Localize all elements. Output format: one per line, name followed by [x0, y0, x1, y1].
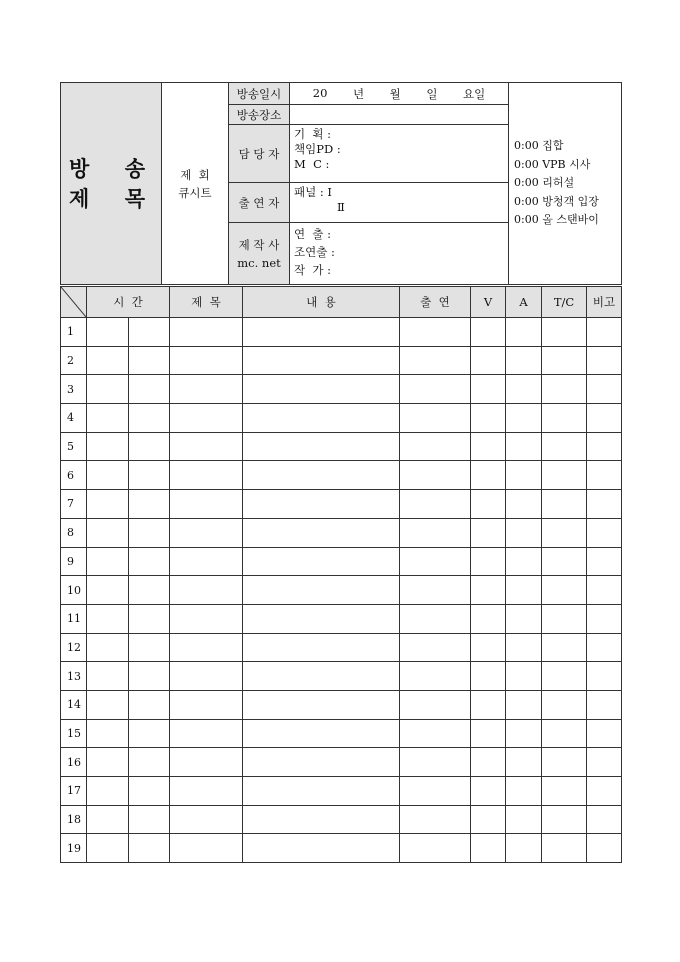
assistant-director-line: 조연출 : — [294, 245, 335, 259]
title-cell[interactable] — [170, 576, 243, 605]
program-title-cell — [61, 83, 162, 285]
audio-cell[interactable] — [506, 432, 542, 461]
cast-cell[interactable] — [400, 518, 471, 547]
timecode-cell[interactable] — [542, 690, 587, 719]
title-cell[interactable] — [170, 604, 243, 633]
producer-field[interactable] — [290, 223, 509, 285]
mc-line: M C : — [294, 157, 330, 171]
audio-cell[interactable] — [506, 805, 542, 834]
row-number: 10 — [61, 576, 87, 605]
title-cell[interactable] — [170, 346, 243, 375]
video-cell[interactable] — [471, 633, 506, 662]
content-cell[interactable] — [243, 662, 400, 691]
audio-cell[interactable] — [506, 375, 542, 404]
column-header-title: 제 목 — [170, 287, 243, 318]
start-time-cell[interactable] — [87, 404, 129, 433]
table-row — [61, 346, 622, 375]
rundown-table — [60, 286, 622, 863]
remarks-cell[interactable] — [587, 805, 622, 834]
video-cell[interactable] — [471, 604, 506, 633]
remarks-cell[interactable] — [587, 777, 622, 806]
date-year: 20 — [312, 85, 328, 100]
end-time-cell[interactable] — [129, 576, 170, 605]
panel-line-2: Ⅱ — [337, 200, 345, 214]
content-cell[interactable] — [243, 690, 400, 719]
cast-cell[interactable] — [400, 375, 471, 404]
staff-field[interactable] — [290, 125, 509, 183]
audio-cell[interactable] — [506, 834, 542, 863]
video-cell[interactable] — [471, 777, 506, 806]
row-number: 4 — [61, 404, 87, 433]
audio-cell[interactable] — [506, 576, 542, 605]
title-cell[interactable] — [170, 777, 243, 806]
start-time-cell[interactable] — [87, 461, 129, 490]
timecode-cell[interactable] — [542, 375, 587, 404]
content-cell[interactable] — [243, 404, 400, 433]
remarks-cell[interactable] — [587, 375, 622, 404]
cast-cell[interactable] — [400, 633, 471, 662]
diagonal-corner-cell — [61, 287, 87, 318]
video-cell[interactable] — [471, 432, 506, 461]
end-time-cell[interactable] — [129, 490, 170, 519]
cue-sheet-header — [60, 82, 622, 285]
table-row — [61, 490, 622, 519]
cast-cell[interactable] — [400, 805, 471, 834]
audio-cell[interactable] — [506, 547, 542, 576]
audio-cell[interactable] — [506, 662, 542, 691]
start-time-cell[interactable] — [87, 576, 129, 605]
table-row — [61, 518, 622, 547]
planning-line: 기 획 : — [294, 127, 332, 141]
video-cell[interactable] — [471, 834, 506, 863]
end-time-cell[interactable] — [129, 690, 170, 719]
timecode-cell[interactable] — [542, 633, 587, 662]
title-cell[interactable] — [170, 432, 243, 461]
title-cell[interactable] — [170, 518, 243, 547]
schedule-item: 0:00 올 스탠바이 — [514, 213, 599, 227]
schedule-item: 0:00 리허설 — [514, 176, 575, 190]
audio-cell[interactable] — [506, 318, 542, 347]
row-number: 5 — [61, 432, 87, 461]
cast-cell[interactable] — [400, 404, 471, 433]
producer-label-line2: mc. net — [237, 255, 281, 270]
content-cell[interactable] — [243, 518, 400, 547]
row-number: 17 — [61, 777, 87, 806]
schedule-item: 0:00 방청객 입장 — [514, 194, 599, 208]
remarks-cell[interactable] — [587, 633, 622, 662]
remarks-cell[interactable] — [587, 461, 622, 490]
end-time-cell[interactable] — [129, 432, 170, 461]
title-char: 목 — [124, 185, 145, 211]
timecode-cell[interactable] — [542, 748, 587, 777]
table-row — [61, 633, 622, 662]
episode-label: 제 회 — [180, 167, 210, 182]
table-row — [61, 461, 622, 490]
remarks-cell[interactable] — [587, 834, 622, 863]
video-cell[interactable] — [471, 404, 506, 433]
date-year-unit: 년 — [352, 86, 365, 101]
remarks-cell[interactable] — [587, 576, 622, 605]
row-number: 12 — [61, 633, 87, 662]
timecode-cell[interactable] — [542, 346, 587, 375]
cast-cell[interactable] — [400, 748, 471, 777]
end-time-cell[interactable] — [129, 604, 170, 633]
date-day-unit: 일 — [426, 86, 438, 101]
table-row — [61, 690, 622, 719]
timecode-cell[interactable] — [542, 490, 587, 519]
video-cell[interactable] — [471, 690, 506, 719]
column-header-video: V — [471, 287, 506, 318]
row-number: 11 — [61, 604, 87, 633]
schedule-item: 0:00 VPB 시사 — [514, 157, 591, 171]
column-header-audio: A — [506, 287, 542, 318]
end-time-cell[interactable] — [129, 461, 170, 490]
row-number: 6 — [61, 461, 87, 490]
title-cell[interactable] — [170, 547, 243, 576]
content-cell[interactable] — [243, 461, 400, 490]
table-row — [61, 375, 622, 404]
title-cell[interactable] — [170, 805, 243, 834]
timecode-cell[interactable] — [542, 834, 587, 863]
video-cell[interactable] — [471, 662, 506, 691]
remarks-cell[interactable] — [587, 719, 622, 748]
remarks-cell[interactable] — [587, 748, 622, 777]
cast-cell[interactable] — [400, 461, 471, 490]
end-time-cell[interactable] — [129, 375, 170, 404]
end-time-cell[interactable] — [129, 834, 170, 863]
row-number: 13 — [61, 662, 87, 691]
video-cell[interactable] — [471, 576, 506, 605]
audio-cell[interactable] — [506, 461, 542, 490]
venue-field[interactable] — [290, 105, 509, 125]
broadcast-date-field[interactable] — [290, 83, 509, 105]
remarks-cell[interactable] — [587, 432, 622, 461]
chief-pd-line: 책임PD : — [294, 142, 341, 156]
end-time-cell[interactable] — [129, 662, 170, 691]
audio-cell[interactable] — [506, 490, 542, 519]
producer-label — [229, 223, 290, 285]
content-cell[interactable] — [243, 805, 400, 834]
content-cell[interactable] — [243, 432, 400, 461]
cast-cell[interactable] — [400, 719, 471, 748]
video-cell[interactable] — [471, 461, 506, 490]
video-cell[interactable] — [471, 375, 506, 404]
end-time-cell[interactable] — [129, 404, 170, 433]
column-header-cast: 출 연 — [400, 287, 471, 318]
start-time-cell[interactable] — [87, 834, 129, 863]
column-header-remarks: 비고 — [587, 287, 622, 318]
cast-cell[interactable] — [400, 490, 471, 519]
row-number: 1 — [61, 318, 87, 347]
row-number: 19 — [61, 834, 87, 863]
remarks-cell[interactable] — [587, 547, 622, 576]
content-cell[interactable] — [243, 547, 400, 576]
table-row — [61, 748, 622, 777]
start-time-cell[interactable] — [87, 690, 129, 719]
cast-cell[interactable] — [400, 834, 471, 863]
audio-cell[interactable] — [506, 719, 542, 748]
start-time-cell[interactable] — [87, 662, 129, 691]
timecode-cell[interactable] — [542, 318, 587, 347]
table-row — [61, 805, 622, 834]
producer-label-line1: 제 작 사 — [238, 237, 280, 252]
row-number: 18 — [61, 805, 87, 834]
cue-sheet-label-cell — [162, 83, 229, 285]
cast-cell[interactable] — [400, 547, 471, 576]
row-number: 2 — [61, 346, 87, 375]
start-time-cell[interactable] — [87, 604, 129, 633]
start-time-cell[interactable] — [87, 777, 129, 806]
start-time-cell[interactable] — [87, 633, 129, 662]
timecode-cell[interactable] — [542, 461, 587, 490]
remarks-cell[interactable] — [587, 404, 622, 433]
start-time-cell[interactable] — [87, 432, 129, 461]
title-cell[interactable] — [170, 690, 243, 719]
cue-sheet-label: 큐시트 — [178, 185, 212, 200]
content-cell[interactable] — [243, 318, 400, 347]
remarks-cell[interactable] — [587, 490, 622, 519]
start-time-cell[interactable] — [87, 805, 129, 834]
video-cell[interactable] — [471, 748, 506, 777]
date-weekday-unit: 요일 — [463, 86, 486, 101]
content-cell[interactable] — [243, 777, 400, 806]
rundown-body — [61, 318, 622, 863]
video-cell[interactable] — [471, 346, 506, 375]
column-header-timecode: T/C — [542, 287, 587, 318]
content-cell[interactable] — [243, 719, 400, 748]
timecode-cell[interactable] — [542, 719, 587, 748]
writer-line: 작 가 : — [294, 263, 332, 277]
schedule-item: 0:00 집합 — [514, 139, 564, 153]
audio-cell[interactable] — [506, 690, 542, 719]
remarks-cell[interactable] — [587, 346, 622, 375]
remarks-cell[interactable] — [587, 318, 622, 347]
start-time-cell[interactable] — [87, 748, 129, 777]
video-cell[interactable] — [471, 805, 506, 834]
title-cell[interactable] — [170, 834, 243, 863]
content-cell[interactable] — [243, 834, 400, 863]
timecode-cell[interactable] — [542, 604, 587, 633]
remarks-cell[interactable] — [587, 604, 622, 633]
title-char: 방 — [69, 155, 90, 181]
table-row — [61, 777, 622, 806]
cast-cell[interactable] — [400, 690, 471, 719]
title-cell[interactable] — [170, 404, 243, 433]
start-time-cell[interactable] — [87, 547, 129, 576]
schedule-cell — [509, 83, 622, 285]
content-cell[interactable] — [243, 576, 400, 605]
end-time-cell[interactable] — [129, 777, 170, 806]
video-cell[interactable] — [471, 318, 506, 347]
audio-cell[interactable] — [506, 346, 542, 375]
title-cell[interactable] — [170, 662, 243, 691]
end-time-cell[interactable] — [129, 805, 170, 834]
end-time-cell[interactable] — [129, 547, 170, 576]
row-number: 8 — [61, 518, 87, 547]
title-cell[interactable] — [170, 375, 243, 404]
row-number: 16 — [61, 748, 87, 777]
end-time-cell[interactable] — [129, 748, 170, 777]
cast-label: 출 연 자 — [229, 183, 290, 223]
table-row — [61, 604, 622, 633]
timecode-cell[interactable] — [542, 518, 587, 547]
end-time-cell[interactable] — [129, 633, 170, 662]
cast-cell[interactable] — [400, 662, 471, 691]
column-header-content: 내 용 — [243, 287, 400, 318]
start-time-cell[interactable] — [87, 490, 129, 519]
row-number: 15 — [61, 719, 87, 748]
audio-cell[interactable] — [506, 633, 542, 662]
timecode-cell[interactable] — [542, 777, 587, 806]
table-row — [61, 547, 622, 576]
start-time-cell[interactable] — [87, 318, 129, 347]
audio-cell[interactable] — [506, 604, 542, 633]
remarks-cell[interactable] — [587, 518, 622, 547]
end-time-cell[interactable] — [129, 518, 170, 547]
timecode-cell[interactable] — [542, 404, 587, 433]
title-cell[interactable] — [170, 318, 243, 347]
table-row — [61, 662, 622, 691]
content-cell[interactable] — [243, 346, 400, 375]
table-row — [61, 318, 622, 347]
row-number: 9 — [61, 547, 87, 576]
end-time-cell[interactable] — [129, 346, 170, 375]
title-cell[interactable] — [170, 490, 243, 519]
start-time-cell[interactable] — [87, 719, 129, 748]
venue-label: 방송장소 — [229, 105, 290, 125]
cast-cell[interactable] — [400, 604, 471, 633]
panel-line-1: 패널 : Ⅰ — [294, 185, 332, 199]
content-cell[interactable] — [243, 633, 400, 662]
timecode-cell[interactable] — [542, 805, 587, 834]
start-time-cell[interactable] — [87, 375, 129, 404]
staff-label: 담 당 자 — [229, 125, 290, 183]
end-time-cell[interactable] — [129, 719, 170, 748]
table-row — [61, 404, 622, 433]
video-cell[interactable] — [471, 518, 506, 547]
table-row — [61, 432, 622, 461]
cast-cell[interactable] — [400, 777, 471, 806]
audio-cell[interactable] — [506, 748, 542, 777]
cast-cell[interactable] — [400, 432, 471, 461]
table-header-row — [61, 287, 622, 318]
start-time-cell[interactable] — [87, 518, 129, 547]
content-cell[interactable] — [243, 375, 400, 404]
timecode-cell[interactable] — [542, 576, 587, 605]
cast-cell[interactable] — [400, 346, 471, 375]
row-number: 14 — [61, 690, 87, 719]
cast-cell[interactable] — [400, 318, 471, 347]
column-header-time: 시 간 — [87, 287, 170, 318]
end-time-cell[interactable] — [129, 318, 170, 347]
timecode-cell[interactable] — [542, 662, 587, 691]
title-char: 제 — [69, 185, 90, 211]
timecode-cell[interactable] — [542, 547, 587, 576]
remarks-cell[interactable] — [587, 662, 622, 691]
row-number: 7 — [61, 490, 87, 519]
cast-field[interactable] — [290, 183, 509, 223]
content-cell[interactable] — [243, 604, 400, 633]
start-time-cell[interactable] — [87, 346, 129, 375]
cast-cell[interactable] — [400, 576, 471, 605]
date-month-unit: 월 — [389, 86, 401, 101]
row-number: 3 — [61, 375, 87, 404]
table-row — [61, 719, 622, 748]
table-row — [61, 576, 622, 605]
remarks-cell[interactable] — [587, 690, 622, 719]
video-cell[interactable] — [471, 547, 506, 576]
audio-cell[interactable] — [506, 404, 542, 433]
title-cell[interactable] — [170, 461, 243, 490]
video-cell[interactable] — [471, 719, 506, 748]
title-cell[interactable] — [170, 719, 243, 748]
title-cell[interactable] — [170, 633, 243, 662]
audio-cell[interactable] — [506, 518, 542, 547]
director-line: 연 출 : — [294, 227, 332, 241]
audio-cell[interactable] — [506, 777, 542, 806]
content-cell[interactable] — [243, 490, 400, 519]
content-cell[interactable] — [243, 748, 400, 777]
title-char: 송 — [124, 155, 145, 181]
video-cell[interactable] — [471, 490, 506, 519]
timecode-cell[interactable] — [542, 432, 587, 461]
broadcast-date-label: 방송일시 — [229, 83, 290, 105]
title-cell[interactable] — [170, 748, 243, 777]
table-row — [61, 834, 622, 863]
